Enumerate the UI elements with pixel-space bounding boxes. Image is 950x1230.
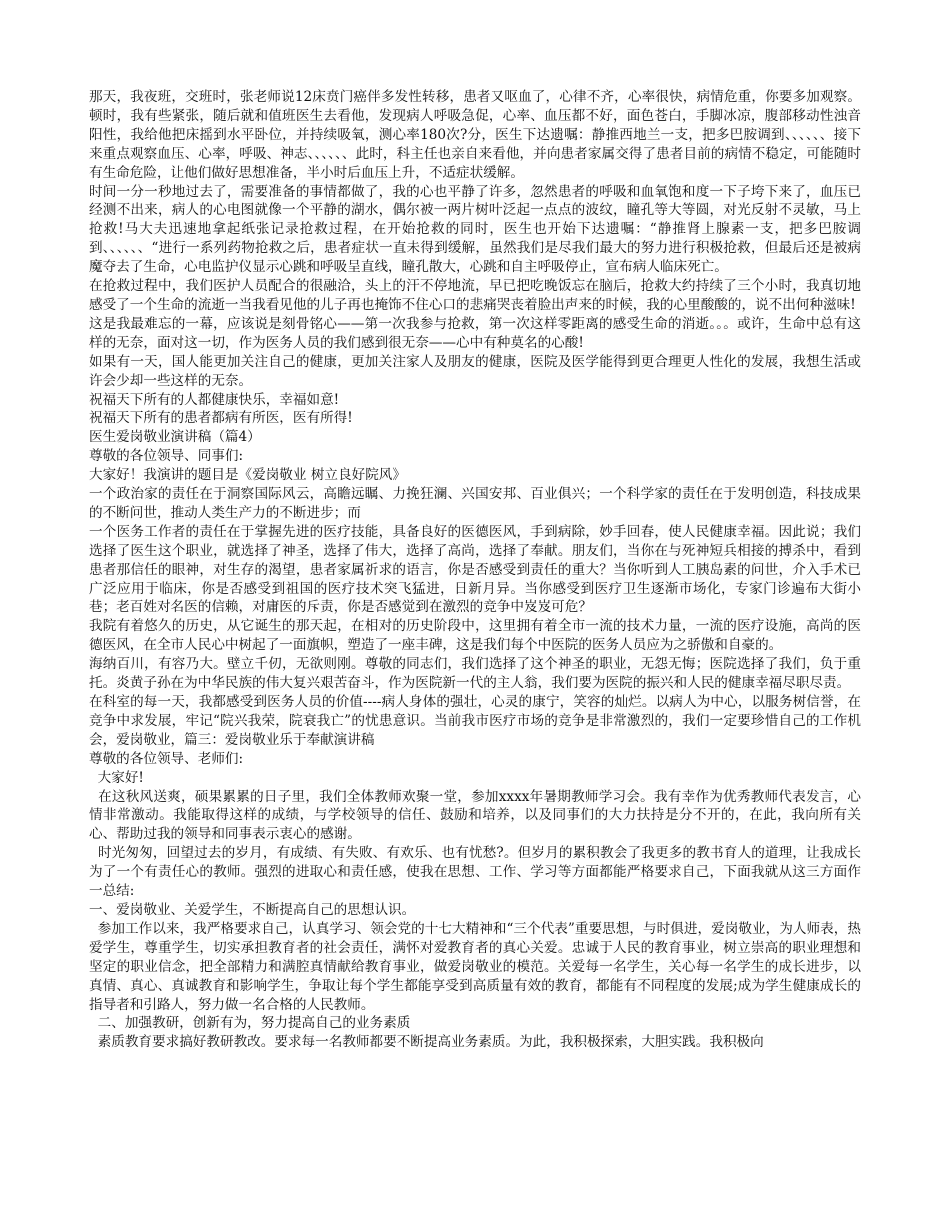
paragraph-rescue-start: 时间一分一秒地过去了，需要准备的事情都做了，我的心也平静了许多，忽然患者的呼吸和血氧饱和度一下子垮下来了，血压已经测不出来，病人的心电图就像一个平静的湖水，偶尔被一两片树叶泛起一点点的波纹，瞳孔等大等圆，对光反射不灵敏，马上抢救!马大夫迅速地拿起纸张记录抢救过程，在开始抢救的同时，医生也开始下达遗嘱：“静推肾上腺素一支，把多巴胺调到、、、、、、“进行一系列药物抢救之后，患者症状一直未得到缓解，虽然我们是尽我们最大的努力进行积极抢救，但最后还是被病魔夺去了生命，心电监护仪显示心跳和呼吸呈直线，瞳孔散大，心跳和自主呼吸停止，宣布病人临床死亡。 xyxy=(89,183,861,276)
paragraph-unforgettable: 这是我最难忘的一幕，应该说是刻骨铭心——第一次我参与抢救，第一次这样零距离的感受生命的消逝。。。或许，生命中总有这样的无奈，面对这一切，作为医务人员的我们感到很无奈——心中有种莫名的心酸! xyxy=(89,315,861,351)
salutation-colleagues: 尊敬的各位领导、同事们: xyxy=(89,448,244,465)
paragraph-department-days: 在科室的每一天，我都感受到医务人员的价值----病人身体的强壮，心灵的康宁，笑容的灿烂。以病人为中心，以服务树信誉，在竞争中求发展，牢记“院兴我荣，院衰我亡”的忧患意识。当前我市医疗市场的竞争是非常激烈的，我们一定要珍惜自己的工作机会，爱岗敬业，篇三：爱岗敬业乐于奉献演讲稿 xyxy=(89,694,861,748)
section-title-speech-4: 医生爱岗敬业演讲稿（篇4） xyxy=(89,429,261,446)
paragraph-politician: 一个政治家的责任在于洞察国际风云，高瞻远瞩、力挽狂澜、兴国安邦、百业俱兴；一个科学家的责任在于发明创造，科技成果的不断问世，推动人类生产力的不断进步；而 xyxy=(89,486,861,521)
paragraph-quality-education: 素质教育要求搞好教研教改。要求每一名教师都要不断提高业务素质。为此，我积极探索，大胆实践。我积极向 xyxy=(89,1034,764,1051)
paragraph-autumn: 在这秋风送爽，硕果累累的日子里，我们全体教师欢聚一堂，参加xxxx年暑期教师学习会。我有幸作为优秀教师代表发言，心情非常激动。我能取得这样的成绩，与学校领导的信任、鼓励和培养，以及同事们的大力扶持是分不开的，在此，我向所有关心、帮助过我的领导和同事表示衷心的感谢。 xyxy=(89,788,861,843)
paragraph-rescue-process: 在抢救过程中，我们医护人员配合的很融洽，头上的汗不停地流，早已把吃晚饭忘在脑后，抢救大约持续了三个小时，我真切地感受了一个生命的流逝一当我看见他的儿子再也掩饰不住心口的悲痛哭丧着脸出声来的时候，我的心里酸酸的，说不出何种滋味! xyxy=(89,278,861,313)
paragraph-since-work: 参加工作以来，我严格要求自己，认真学习、领会党的十七大精神和“三个代表”重要思想，与时俱进，爱岗敬业，为人师表，热爱学生，尊重学生，切实承担教育者的社会责任，满怀对爱教育者的真心关爱。忠诚于人民的教育事业，树立崇高的职业理想和坚定的职业信念，把全部精力和满腔真情献给教育事业，做爱岗敬业的模范。关爱每一名学生，关心每一名学生的成长进步，以真情、真心、真诚教育和影响学生，争取让每个学生都能享受到高质量有效的教育，都能有不同程度的发展;成为学生健康成长的指导者和引路人，努力做一名合格的人民教师。 xyxy=(89,920,861,1013)
paragraph-hospital-history: 我院有着悠久的历史，从它诞生的那天起，在相对的历史阶段中，这里拥有着全市一流的技术力量，一流的医疗设施，高尚的医德医风，在全市人民心中树起了一面旗帜，塑造了一座丰碑，这是我们每个中医院的医务人员应为之骄傲和自豪的。 xyxy=(89,618,861,654)
paragraph-blessing-1: 祝福天下所有的人都健康快乐，幸福如意! xyxy=(89,391,340,408)
paragraph-night-shift: 那天，我夜班，交班时，张老师说12床贲门癌伴多发性转移，患者又呕血了，心律不齐，心率很快，病情危重，你要多加观察。顿时，我有些紧张，随后就和值班医生去看他，发现病人呼吸急促，心率、血压都不好，面色苍白，手脚冰凉，腹部移动性浊音阳性，我给他把床摇到水平卧位，并持续吸氧，测心率180次?分，医生下达遗嘱：静推西地兰一支，把多巴胺调到、、、、、、接下来重点观察血压、心率，呼吸、神志、、、、、、此时，科主任也亲自来看他，并向患者家属交得了患者目前的病情不稳定，可能随时有生命危险，让他们做好思想准备，半小时后血压上升，不适症状缓解。 xyxy=(89,89,861,181)
paragraph-medical-worker: 一个医务工作者的责任在于掌握先进的医疗技能，具备良好的医德医风，手到病除，妙手回春，使人民健康幸福。因此说；我们选择了医生这个职业，就选择了神圣，选择了伟大，选择了高尚，选择了奉献。朋友们，当你在与死神短兵相接的搏杀中，看到患者那信任的眼神，对生存的渴望，患者家属祈求的语言，你是否感受到责任的重大？当你听到人工胰岛素的问世，介入手术已广泛应用于临床，你是否感受到祖国的医疗技术突飞猛进，日新月异。当你感受到医疗卫生逐渐市场化，专家门诊遍布大街小巷；老百姓对名医的信赖，对庸医的斥责，你是否感觉到在激烈的竞争中岌岌可危？ xyxy=(89,523,861,616)
salutation-teachers: 尊敬的各位领导、老师们: xyxy=(89,750,244,767)
paragraph-hope: 如果有一天，国人能更加关注自己的健康，更加关注家人及朋友的健康，医院及医学能得到更合理更人性化的发展，我想生活或许会少却一些这样的无奈。 xyxy=(89,353,861,389)
greeting-everyone: 大家好! xyxy=(89,769,144,786)
paragraph-hainabaichuan: 海纳百川，有容乃大。壁立千仞，无欲则刚。尊敬的同志们，我们选择了这个神圣的职业，无怨无悔；医院选择了我们，负于重托。炎黄子孙在为中华民族的伟大复兴艰苦奋斗，作为医院新一代的主人翁，我们要为医院的振兴和人民的健康幸福尽职尽责。 xyxy=(89,656,861,692)
speech-topic: 大家好！我演讲的题目是《爱岗敬业 树立良好院风》 xyxy=(89,467,406,484)
section-heading-2: 二、加强教研，创新有为，努力提高自己的业务素质 xyxy=(89,1015,411,1032)
paragraph-blessing-2: 祝福天下所有的患者都病有所医，医有所得! xyxy=(89,410,353,427)
paragraph-time-flies: 时光匆匆，回望过去的岁月，有成绩、有失败、有欢乐、也有忧愁?。但岁月的累积教会了我更多的教书育人的道理，让我成长为了一个有责任心的教师。强烈的进取心和责任感，使我在思想、工作、学习等方面都能严格要求自己，下面我就从这三方面作一总结: xyxy=(89,845,861,900)
section-heading-1: 一、爱岗敬业、关爱学生，不断提高自己的思想认识。 xyxy=(89,901,416,918)
